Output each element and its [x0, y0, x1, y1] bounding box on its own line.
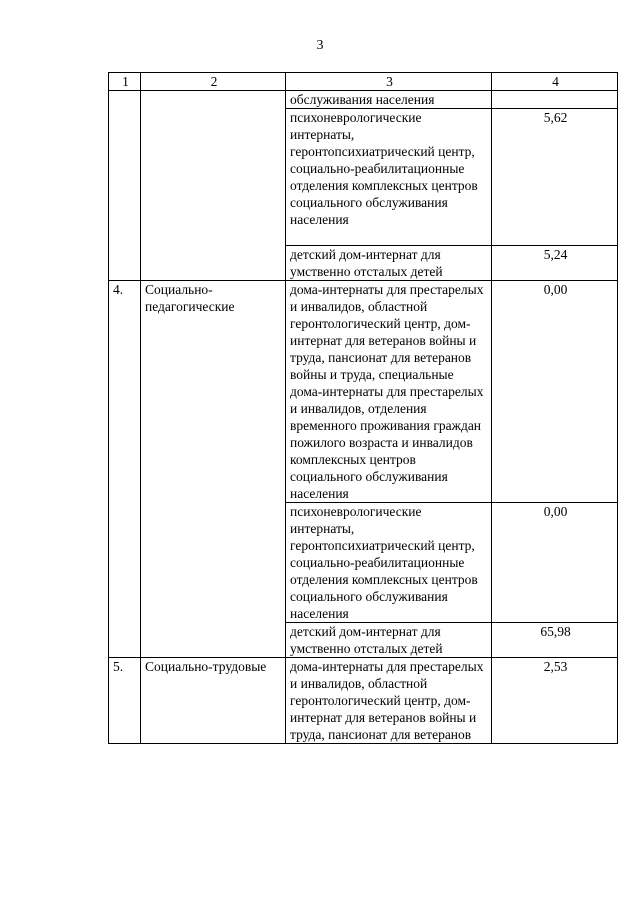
value-cell: 65,98	[492, 623, 618, 658]
table-header-row	[109, 73, 618, 91]
institution-cell: обслуживания населения	[286, 91, 492, 109]
table-row	[109, 658, 618, 744]
header-cell-3: 3	[286, 73, 492, 91]
category-cell	[141, 91, 286, 281]
value-cell: 5,62	[492, 109, 618, 246]
table-row	[109, 91, 618, 109]
institution-cell: детский дом-интернат для умственно отсталых детей	[286, 246, 492, 281]
value-cell: 2,53	[492, 658, 618, 744]
value-cell: 0,00	[492, 281, 618, 503]
header-cell-4: 4	[492, 73, 618, 91]
institution-cell: дома-интернаты для престарелых и инвалидов, областной геронтологический центр, дом-интернат для ветеранов войны и труда, пансионат для ветеранов войны и труда, специальные дома-интернаты для престарелых и инвалидов, отделения временного проживания граждан пожилого возраста и инвалидов комплексных центров социального обслуживания населения	[286, 281, 492, 503]
category-cell: Социально-трудовые	[141, 658, 286, 744]
header-cell-2: 2	[141, 73, 286, 91]
value-cell	[492, 91, 618, 109]
institution-cell: детский дом-интернат для умственно отсталых детей	[286, 623, 492, 658]
row-number-cell: 4.	[109, 281, 141, 658]
institution-cell: психоневрологические интернаты, геронтопсихиатрический центр, социально-реабилитационные отделения комплексных центров социального обслуживания населения	[286, 109, 492, 246]
row-number-cell: 5.	[109, 658, 141, 744]
institution-cell: дома-интернаты для престарелых и инвалидов, областной геронтологический центр, дом-интернат для ветеранов войны и труда, пансионат для ветеранов	[286, 658, 492, 744]
data-table	[108, 72, 618, 744]
category-cell: Социально-педагогические	[141, 281, 286, 658]
institution-cell: психоневрологические интернаты, геронтопсихиатрический центр, социально-реабилитационные отделения комплексных центров социального обслуживания населения	[286, 503, 492, 623]
row-number-cell	[109, 91, 141, 281]
table-row	[109, 281, 618, 503]
value-cell: 5,24	[492, 246, 618, 281]
page-number: 3	[316, 38, 324, 53]
header-cell-1: 1	[109, 73, 141, 91]
value-cell: 0,00	[492, 503, 618, 623]
